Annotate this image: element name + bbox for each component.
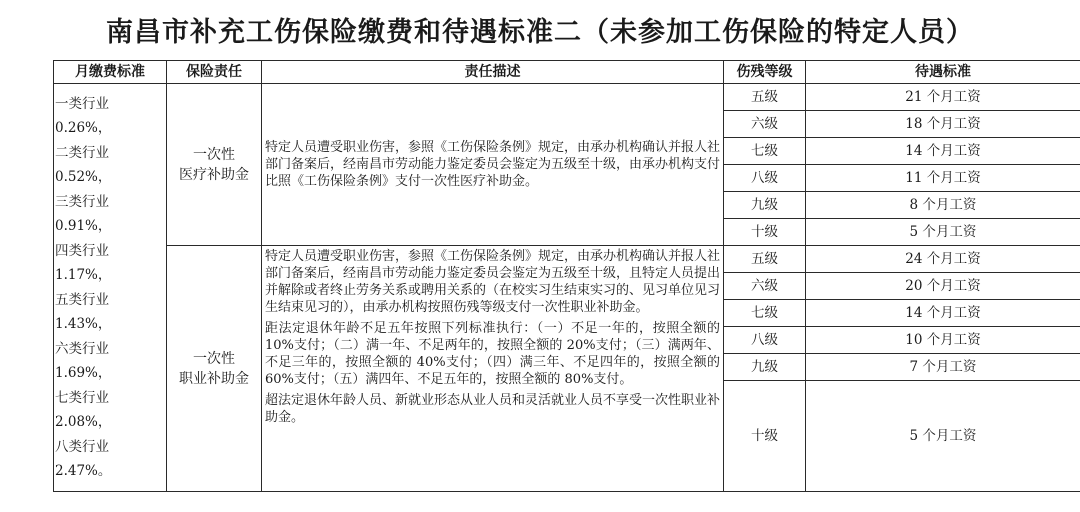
benefit-cell: 18 个月工资 xyxy=(806,111,1080,138)
header-description: 责任描述 xyxy=(262,61,724,84)
rate-cell xyxy=(54,84,167,492)
responsibility-line: 职业补助金 xyxy=(179,370,249,387)
benefit-cell: 14 个月工资 xyxy=(806,300,1080,327)
benefit-cell: 8 个月工资 xyxy=(806,192,1080,219)
benefit-standards-table xyxy=(53,60,1080,492)
benefit-cell: 21 个月工资 xyxy=(806,84,1080,111)
level-cell: 八级 xyxy=(724,327,806,354)
description-text: 特定人员遭受职业伤害，参照《工伤保险条例》规定，由承办机构确认并报人社部门备案后，经南昌市劳动能力鉴定委员会鉴定为五级至十级，由承办机构支付比照《工伤保险条例》支付一次性医疗补助金。 xyxy=(265,140,721,189)
header-disability-level: 伤残等级 xyxy=(724,61,806,84)
level-cell: 五级 xyxy=(724,246,806,273)
benefit-cell: 11 个月工资 xyxy=(806,165,1080,192)
header-responsibility: 保险责任 xyxy=(167,61,262,84)
rate-line: 四类行业 1.17%， xyxy=(55,242,112,283)
level-cell: 九级 xyxy=(724,192,806,219)
description-occupational xyxy=(262,246,724,492)
description-text: 距法定退休年龄不足五年按照下列标准执行：（一）不足一年的，按照全额的 10%支付；（二）满一年、不足两年的，按照全额的 20%支付；（三）满两年、不足三年的，按照全额的 40%支付；（四）满三年、不足四年的，按照全额的 60%支付；（五）满四年、不足五年的，按照全额的 80%支付。 xyxy=(265,321,720,387)
rate-line: 七类行业 2.08%， xyxy=(55,389,112,430)
rate-line: 六类行业 1.69%， xyxy=(55,340,112,381)
table-row xyxy=(54,84,1080,111)
level-cell: 六级 xyxy=(724,273,806,300)
table-row xyxy=(54,246,1080,273)
responsibility-occupational xyxy=(167,246,262,492)
level-cell: 八级 xyxy=(724,165,806,192)
responsibility-medical xyxy=(167,84,262,246)
rate-line: 一类行业 0.26%， xyxy=(55,95,112,136)
level-cell: 七级 xyxy=(724,138,806,165)
responsibility-line: 医疗补助金 xyxy=(179,166,249,183)
table-header-row xyxy=(54,61,1080,84)
description-text: 超法定退休年龄人员、新就业形态从业人员和灵活就业人员不享受一次性职业补助金。 xyxy=(265,393,721,425)
responsibility-line: 一次性 xyxy=(193,350,235,367)
rate-line: 三类行业 0.91%， xyxy=(55,193,112,234)
page-title: 南昌市补充工伤保险缴费和待遇标准二（未参加工伤保险的特定人员） xyxy=(106,17,974,48)
description-text: 特定人员遭受职业伤害，参照《工伤保险条例》规定，由承办机构确认并报人社部门备案后，经南昌市劳动能力鉴定委员会鉴定为五级至十级，且特定人员提出并解除或者终止劳务关系或聘用关系的（在校实习生结束实习的、见习单位见习生结束见习的），由承办机构按照伤残等级支付一次性职业补助金。 xyxy=(265,249,721,315)
header-benefit: 待遇标准 xyxy=(806,61,1080,84)
benefit-cell: 20 个月工资 xyxy=(806,273,1080,300)
level-cell: 五级 xyxy=(724,84,806,111)
rate-line: 八类行业 2.47%。 xyxy=(55,438,112,479)
benefit-cell: 7 个月工资 xyxy=(806,354,1080,381)
rate-line: 五类行业 1.43%， xyxy=(55,291,112,332)
responsibility-line: 一次性 xyxy=(193,146,235,163)
benefit-cell: 5 个月工资 xyxy=(806,381,1080,492)
level-cell: 七级 xyxy=(724,300,806,327)
level-cell: 六级 xyxy=(724,111,806,138)
benefit-cell: 5 个月工资 xyxy=(806,219,1080,246)
benefit-cell: 14 个月工资 xyxy=(806,138,1080,165)
level-cell: 十级 xyxy=(724,381,806,492)
rate-line: 二类行业 0.52%， xyxy=(55,144,112,185)
benefit-cell: 24 个月工资 xyxy=(806,246,1080,273)
level-cell: 十级 xyxy=(724,219,806,246)
description-medical xyxy=(262,84,724,246)
header-rate: 月缴费标准 xyxy=(54,61,167,84)
level-cell: 九级 xyxy=(724,354,806,381)
benefit-cell: 10 个月工资 xyxy=(806,327,1080,354)
